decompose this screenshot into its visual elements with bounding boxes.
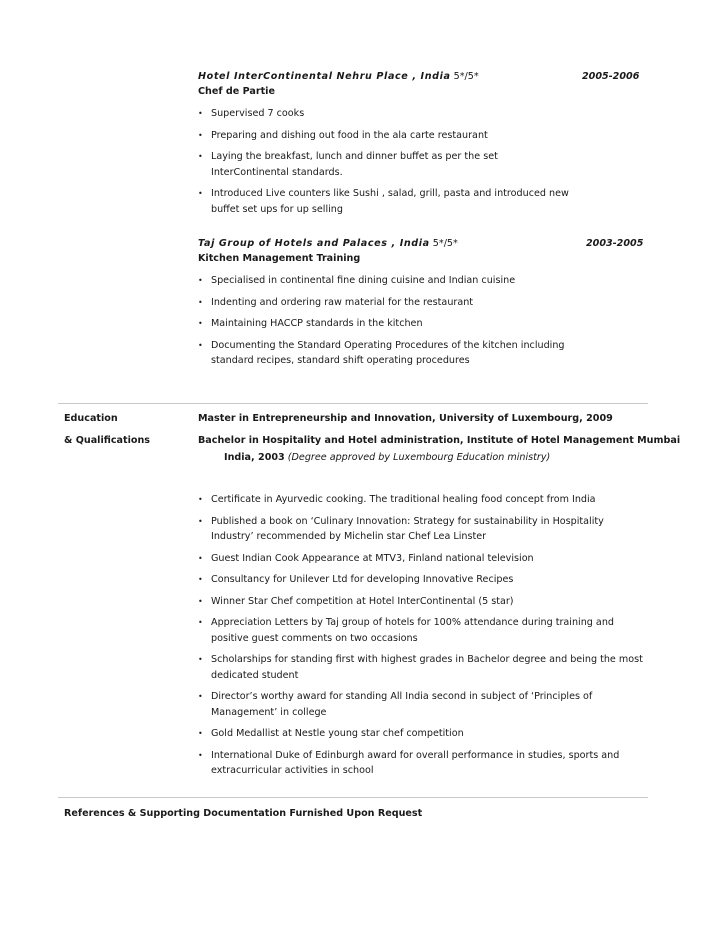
references-note: References & Supporting Documentation Furnished Upon Request [64, 808, 423, 819]
qualifications-label: & Qualifications [64, 435, 151, 446]
list-item: • Supervised 7 cooks [198, 106, 573, 122]
degree-bachelor-year: India, 2003 [224, 452, 285, 463]
list-item: • Introduced Live counters like Sushi , salad, grill, pasta and introduced new buffet set ups for up selling [198, 186, 573, 217]
list-item: • Specialised in continental fine dining cuisine and Indian cuisine [198, 273, 573, 289]
job2-duties-list [198, 273, 573, 369]
job1-stars: 5*/5* [453, 71, 479, 82]
list-item: • Scholarships for standing first with highest grades in Bachelor degree and being the most dedicated student [198, 652, 648, 683]
achievements-list [198, 492, 648, 779]
list-item: • Guest Indian Cook Appearance at MTV3, Finland national television [198, 551, 648, 567]
job2-stars: 5*/5* [432, 238, 458, 249]
job1-heading [198, 69, 479, 85]
section-divider [58, 403, 648, 404]
job2-company: Taj Group of Hotels and Palaces , India [198, 238, 430, 249]
job2-heading [198, 236, 458, 252]
degree-bachelor-note: (Degree approved by Luxembourg Education ministry) [287, 452, 551, 463]
job2-years: 2003-2005 [586, 238, 644, 249]
job1-company: Hotel InterContinental Nehru Place , India [198, 71, 451, 82]
job1-title: Chef de Partie [198, 86, 275, 97]
list-item: • Published a book on ‘Culinary Innovation: Strategy for sustainability in Hospitality Industry’ recommended by Michelin star Chef Lea Linster [198, 514, 648, 545]
degree-bachelor-line1: Bachelor in Hospitality and Hotel administration, Institute of Hotel Management Mumbai [198, 435, 681, 446]
list-item: • Documenting the Standard Operating Procedures of the kitchen including standard recipes, standard shift operating procedures [198, 338, 573, 369]
list-item: • Certificate in Ayurvedic cooking. The traditional healing food concept from India [198, 492, 648, 508]
list-item: • Appreciation Letters by Taj group of hotels for 100% attendance during training and positive guest comments on two occasions [198, 615, 648, 646]
list-item: • Indenting and ordering raw material for the restaurant [198, 295, 573, 311]
list-item: • Director’s worthy award for standing All India second in subject of ‘Principles of Management’ in college [198, 689, 648, 720]
list-item: • Winner Star Chef competition at Hotel InterContinental (5 star) [198, 594, 648, 610]
education-label: Education [64, 413, 118, 424]
list-item: • Consultancy for Unilever Ltd for developing Innovative Recipes [198, 572, 648, 588]
job1-years: 2005-2006 [582, 71, 640, 82]
list-item: • Gold Medallist at Nestle young star chef competition [198, 726, 648, 742]
job1-duties-list [198, 106, 573, 217]
list-item: • International Duke of Edinburgh award for overall performance in studies, sports and extracurricular activities in school [198, 748, 648, 779]
section-divider [58, 797, 648, 798]
list-item: • Preparing and dishing out food in the ala carte restaurant [198, 128, 573, 144]
list-item: • Maintaining HACCP standards in the kitchen [198, 316, 573, 332]
degree-master: Master in Entrepreneurship and Innovation, University of Luxembourg, 2009 [198, 413, 613, 424]
list-item: • Laying the breakfast, lunch and dinner buffet as per the set InterContinental standards. [198, 149, 573, 180]
job2-title: Kitchen Management Training [198, 253, 361, 264]
degree-bachelor-line2 [224, 450, 550, 466]
